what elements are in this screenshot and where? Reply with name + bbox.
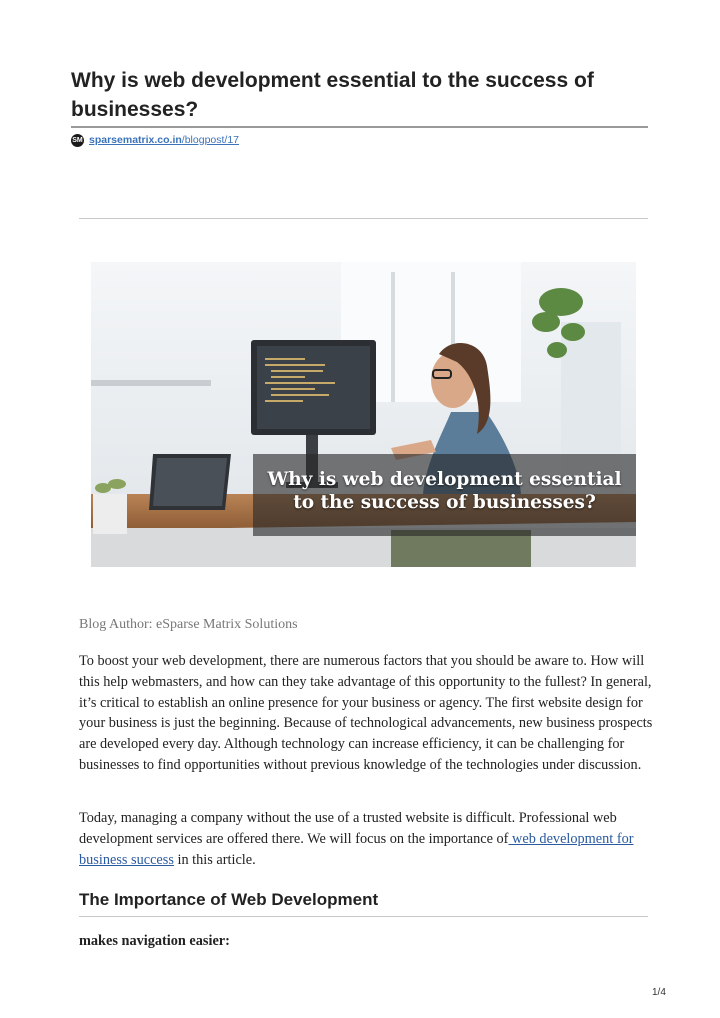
page-title: Why is web development essential to the success of businesses? — [71, 69, 594, 121]
section-divider — [79, 916, 648, 917]
subheading: makes navigation easier: — [79, 933, 230, 949]
page-number: 1/4 — [652, 987, 666, 998]
source-path[interactable]: /blogpost/17 — [181, 134, 240, 146]
second-paragraph — [79, 808, 653, 870]
title-divider — [71, 126, 648, 128]
hero-caption-line-2: to the success of businesses? — [293, 492, 596, 513]
hero-image — [91, 262, 636, 567]
header-divider — [79, 218, 648, 219]
hero-caption-line-1: Why is web development essential — [267, 469, 622, 490]
paragraph-text-before-link: Today, managing a company without the use of a trusted website is difficult. Professional web development services are offered there. We will focus on the importance of — [79, 810, 617, 847]
hero-caption — [253, 468, 636, 514]
source-link[interactable] — [71, 131, 239, 149]
web-development-link[interactable]: web development for business success — [79, 830, 634, 868]
section-heading: The Importance of Web Development — [79, 890, 379, 909]
intro-paragraph: To boost your web development, there are numerous factors that you should be aware to. How will this help webmasters, and how can they take advantage of this opportunity to the fullest? In general, it’s critical to establish an online presence for your business or agency. The first website design for your business is just the beginning. Because of technological advancements, new business prospects are developed every day. Although technology can increase efficiency, it can be challenging for businesses to find opportunities without previous knowledge of the technologies under discussion. — [79, 653, 653, 773]
source-domain[interactable]: sparsematrix.co.in — [89, 134, 182, 146]
blog-author: Blog Author: eSparse Matrix Solutions — [79, 617, 298, 632]
site-logo-icon: SM — [71, 134, 84, 147]
paragraph-text-after-link: in this article. — [173, 851, 256, 868]
